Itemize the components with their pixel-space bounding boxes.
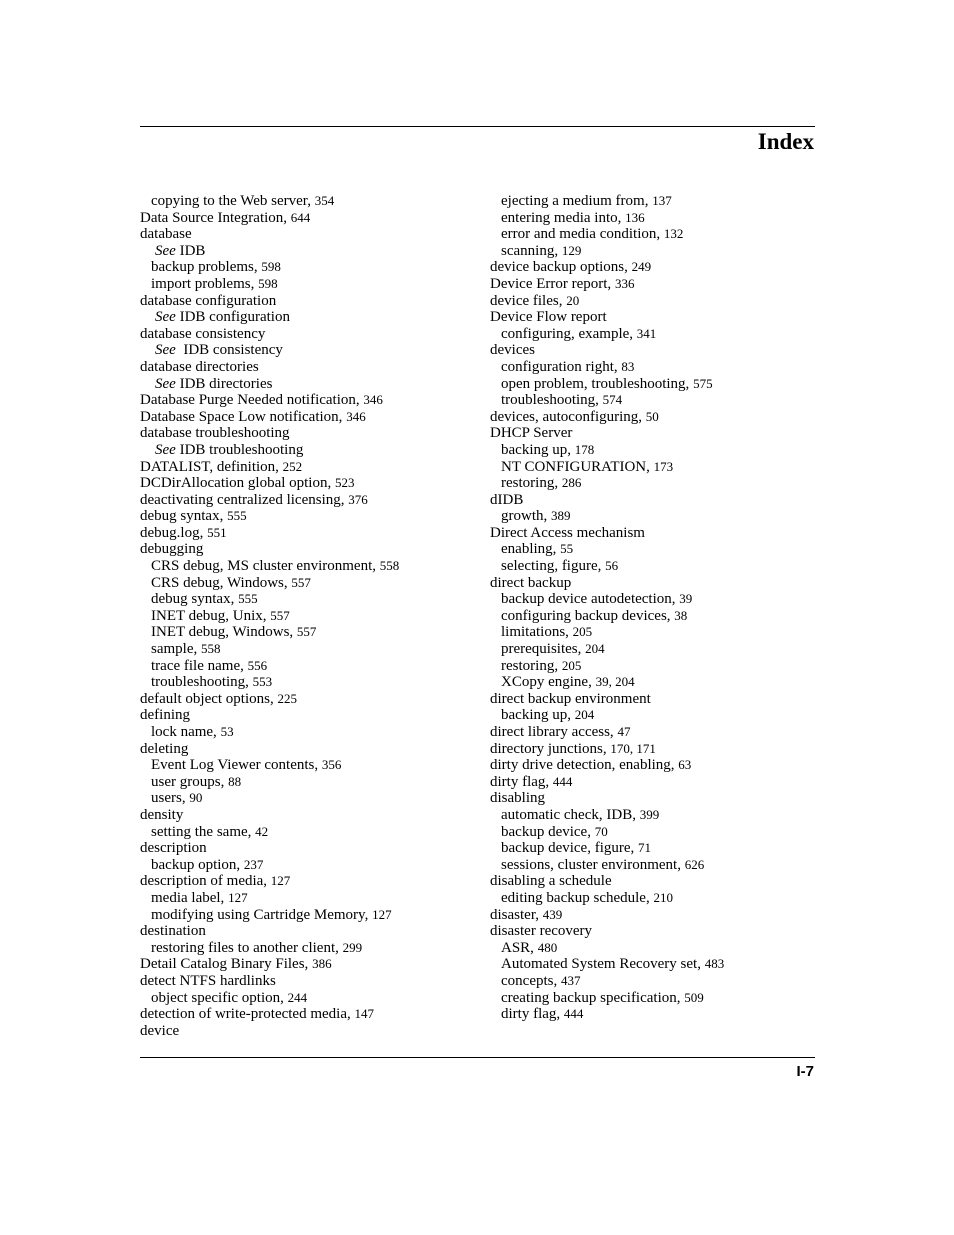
index-subentry	[490, 475, 830, 492]
page-reference: 129	[561, 242, 582, 258]
index-entry	[140, 707, 480, 724]
index-subentry	[490, 956, 830, 973]
index-entry	[140, 1023, 480, 1040]
entry-text: INET debug, Unix,	[151, 607, 271, 624]
index-entry	[140, 492, 480, 509]
entry-text: disaster recovery	[490, 923, 593, 940]
page-reference: 555	[227, 508, 247, 524]
entry-text: user groups,	[151, 773, 229, 790]
entry-text: restoring,	[501, 657, 562, 674]
page-reference: 386	[312, 956, 332, 972]
page-reference: 63	[678, 757, 692, 773]
entry-text: Database Space Low notification,	[140, 408, 347, 425]
entry-text: device	[140, 1022, 180, 1039]
index-subentry	[140, 558, 480, 575]
page-reference: 136	[625, 209, 645, 225]
index-entry	[140, 1006, 480, 1023]
entry-text: dirty drive detection, enabling,	[490, 757, 679, 774]
page-reference: 557	[270, 607, 290, 623]
entry-text: backup device autodetection,	[501, 591, 680, 608]
entry-text: IDB consistency	[175, 342, 283, 359]
entry-text: creating backup specification,	[501, 989, 685, 1006]
index-see-reference	[140, 376, 480, 393]
entry-text: debug syntax,	[140, 508, 228, 525]
page-reference: 39	[679, 591, 693, 607]
entry-text: modifying using Cartridge Memory,	[151, 906, 373, 923]
index-subentry	[140, 724, 480, 741]
index-entry	[490, 691, 830, 708]
index-entry	[490, 409, 830, 426]
page-reference: 575	[693, 375, 713, 391]
page-reference: 556	[247, 657, 268, 673]
entry-text: configuration right,	[501, 358, 622, 375]
entry-text: dirty flag,	[501, 1006, 564, 1023]
entry-text: disabling a schedule	[490, 873, 612, 890]
entry-text: direct backup environment	[490, 690, 651, 707]
entry-text: limitations,	[501, 624, 573, 641]
page-reference: 574	[602, 392, 623, 408]
index-subentry	[490, 608, 830, 625]
page-reference: 88	[228, 773, 242, 789]
entry-text: lock name,	[151, 724, 221, 740]
page-reference: 38	[674, 607, 688, 623]
see-label: See	[155, 242, 176, 259]
entry-text: destination	[140, 923, 206, 940]
page-reference: 557	[296, 624, 317, 640]
see-label: See	[155, 375, 176, 392]
index-entry	[490, 309, 830, 326]
page-reference: 509	[684, 989, 704, 1005]
index-subentry	[490, 376, 830, 393]
index-entry	[140, 541, 480, 558]
index-entry	[140, 459, 480, 476]
page-reference: 376	[348, 491, 368, 507]
page-reference: 558	[379, 558, 400, 574]
page-reference: 626	[684, 856, 705, 872]
index-entry	[140, 973, 480, 990]
index-subentry	[490, 392, 830, 409]
index-entry	[140, 226, 480, 243]
page-reference: 50	[645, 408, 659, 424]
entry-text: direct backup	[490, 574, 572, 591]
header-rule	[140, 126, 815, 127]
index-entry	[490, 259, 830, 276]
index-subentry	[140, 990, 480, 1007]
entry-text: devices, autoconfiguring,	[490, 408, 646, 425]
index-entry	[140, 425, 480, 442]
page-reference: 483	[704, 956, 725, 972]
index-entry	[140, 691, 480, 708]
index-subentry	[490, 707, 830, 724]
entry-text: prerequisites,	[501, 641, 586, 658]
page-reference: 551	[207, 524, 227, 540]
page-reference: 42	[255, 823, 269, 839]
index-entry	[140, 807, 480, 824]
entry-text: default object options,	[140, 690, 278, 707]
entry-text: object specific option,	[151, 989, 288, 1006]
index-entry	[490, 774, 830, 791]
index-subentry	[490, 624, 830, 641]
index-subentry	[490, 558, 830, 575]
entry-text: Detail Catalog Binary Files,	[140, 956, 313, 973]
see-label: See	[155, 309, 176, 326]
entry-text: Database Purge Needed notification,	[140, 392, 364, 409]
page-reference: 644	[290, 209, 311, 225]
see-label: See	[155, 441, 176, 458]
index-subentry	[490, 243, 830, 260]
index-subentry	[490, 840, 830, 857]
entry-text: automatic check, IDB,	[501, 806, 640, 823]
index-entry	[140, 840, 480, 857]
entry-text: deactivating centralized licensing,	[140, 491, 349, 508]
index-entry	[490, 907, 830, 924]
page-reference: 71	[638, 840, 652, 856]
index-subentry	[140, 641, 480, 658]
entry-text: error and media condition,	[501, 226, 664, 243]
entry-text: database configuration	[140, 292, 277, 309]
index-entry	[490, 525, 830, 542]
entry-text: IDB	[175, 242, 206, 259]
index-entry	[140, 956, 480, 973]
page-reference: 286	[561, 475, 582, 491]
page-reference: 598	[258, 275, 278, 291]
entry-text: disabling	[490, 790, 545, 807]
entry-text: backup option,	[151, 856, 244, 873]
entry-text: troubleshooting,	[501, 392, 603, 409]
index-subentry	[490, 326, 830, 343]
entry-text: trace file name,	[151, 657, 248, 674]
page-reference: 558	[201, 641, 221, 657]
page-reference: 439	[542, 906, 563, 922]
page-reference: 127	[270, 873, 291, 889]
page-reference: 132	[663, 226, 684, 242]
index-see-reference	[140, 442, 480, 459]
index-subentry	[490, 890, 830, 907]
index-subentry	[490, 940, 830, 957]
entry-text: IDB directories	[175, 375, 273, 392]
index-entry	[490, 293, 830, 310]
index-entry	[490, 790, 830, 807]
index-subentry	[490, 226, 830, 243]
entry-text: backing up,	[501, 707, 575, 724]
entry-text: DHCP Server	[490, 425, 573, 442]
index-entry	[490, 575, 830, 592]
page-title: Index	[757, 129, 814, 154]
page-reference: 137	[652, 193, 672, 208]
page-reference: 83	[621, 358, 635, 374]
index-entry	[140, 293, 480, 310]
entry-text: dIDB	[490, 491, 524, 508]
page-reference: 47	[617, 724, 631, 739]
index-entry	[140, 525, 480, 542]
index-subentry	[490, 508, 830, 525]
index-subentry	[140, 774, 480, 791]
entry-text: device backup options,	[490, 259, 632, 276]
index-subentry	[140, 674, 480, 691]
entry-text: setting the same,	[151, 823, 256, 840]
index-entry	[140, 741, 480, 758]
page-reference: 346	[346, 408, 366, 424]
page-reference: 244	[287, 989, 308, 1005]
entry-text: disaster,	[490, 906, 543, 923]
entry-text: DATALIST, definition,	[140, 458, 283, 475]
entry-text: import problems,	[151, 275, 259, 292]
index-entry	[140, 923, 480, 940]
index-see-reference	[140, 243, 480, 260]
page-reference: 237	[243, 856, 264, 872]
index-subentry	[490, 459, 830, 476]
page-reference: 70	[594, 823, 608, 839]
page-number: I-7	[796, 1063, 814, 1080]
index-entry	[140, 508, 480, 525]
page-reference: 553	[252, 674, 273, 690]
entry-text: Data Source Integration,	[140, 209, 291, 226]
index-entry	[490, 342, 830, 359]
index-entry	[490, 757, 830, 774]
index-subentry	[490, 210, 830, 227]
entry-text: database	[140, 226, 192, 243]
index-subentry	[490, 591, 830, 608]
entry-text: database consistency	[140, 325, 266, 342]
page-reference: 147	[354, 1006, 374, 1022]
page-reference: 53	[220, 724, 234, 739]
page-reference: 557	[291, 574, 311, 590]
index-subentry	[490, 674, 830, 691]
entry-text: enabling,	[501, 541, 561, 558]
entry-text: detect NTFS hardlinks	[140, 972, 276, 989]
index-subentry	[140, 940, 480, 957]
index-entry	[490, 923, 830, 940]
index-entry	[490, 492, 830, 509]
page-reference: 56	[605, 558, 619, 574]
index-entry	[140, 392, 480, 409]
entry-text: backup device, figure,	[501, 840, 639, 857]
entry-text: restoring,	[501, 475, 562, 492]
index-entry	[140, 359, 480, 376]
page-reference: 39, 204	[595, 674, 635, 690]
index-entry	[140, 210, 480, 227]
entry-text: CRS debug, Windows,	[151, 574, 292, 591]
entry-text: editing backup schedule,	[501, 889, 654, 906]
page-reference: 252	[282, 458, 303, 474]
page-reference: 555	[238, 591, 258, 607]
index-subentry	[140, 259, 480, 276]
entry-text: users,	[151, 790, 190, 807]
index-subentry	[490, 658, 830, 675]
page-reference: 444	[552, 773, 573, 789]
index-entry	[140, 326, 480, 343]
index-entry	[490, 873, 830, 890]
entry-text: ASR,	[501, 939, 538, 956]
page-reference: 389	[551, 508, 571, 524]
index-subentry	[140, 658, 480, 675]
entry-text: device files,	[490, 292, 567, 309]
index-subentry	[140, 857, 480, 874]
entry-text: directory junctions,	[490, 740, 611, 757]
page-reference: 598	[261, 259, 281, 275]
entry-text: configuring backup devices,	[501, 607, 675, 624]
index-subentry	[140, 757, 480, 774]
index-subentry	[140, 824, 480, 841]
entry-text: devices	[490, 342, 535, 359]
entry-text: sample,	[151, 641, 201, 658]
index-subentry	[490, 824, 830, 841]
footer-rule	[140, 1057, 815, 1058]
entry-text: IDB troubleshooting	[175, 441, 304, 458]
index-subentry	[140, 575, 480, 592]
page-reference: 204	[574, 707, 595, 723]
entry-text: detection of write-protected media,	[140, 1006, 355, 1023]
index-subentry	[490, 807, 830, 824]
index-subentry	[140, 890, 480, 907]
page-reference: 444	[563, 1006, 584, 1022]
index-subentry	[490, 857, 830, 874]
entry-text: media label,	[151, 889, 229, 906]
entry-text: debugging	[140, 541, 204, 558]
entry-text: backup device,	[501, 823, 595, 840]
page-reference: 336	[614, 275, 635, 291]
page-reference: 399	[639, 806, 660, 822]
page-reference: 170, 171	[610, 740, 656, 756]
index-entry	[140, 475, 480, 492]
entry-text: debug.log,	[140, 524, 208, 541]
index-entry	[490, 741, 830, 758]
index-column-left	[140, 193, 480, 1039]
see-label: See	[155, 342, 176, 359]
entry-text: restoring files to another client,	[151, 939, 343, 956]
entry-text: CRS debug, MS cluster environment,	[151, 558, 380, 575]
entry-text: database directories	[140, 358, 259, 375]
entry-text: growth,	[501, 508, 551, 525]
page-reference: 523	[334, 475, 355, 491]
index-subentry	[140, 591, 480, 608]
entry-text: DCDirAllocation global option,	[140, 475, 335, 492]
page-reference: 173	[653, 458, 674, 474]
index-subentry	[140, 608, 480, 625]
index-subentry	[490, 193, 830, 210]
entry-text: description	[140, 840, 207, 857]
index-entry	[490, 276, 830, 293]
page-reference: 55	[560, 541, 574, 557]
index-subentry	[140, 907, 480, 924]
entry-text: entering media into,	[501, 209, 626, 226]
page-reference: 437	[560, 972, 581, 988]
index-see-reference	[140, 342, 480, 359]
index-subentry	[490, 641, 830, 658]
page-reference: 205	[561, 657, 582, 673]
entry-text: sessions, cluster environment,	[501, 856, 685, 873]
index-subentry	[490, 359, 830, 376]
entry-text: configuring, example,	[501, 325, 637, 342]
page-reference: 354	[314, 193, 335, 208]
page-reference: 205	[572, 624, 593, 640]
entry-text: Device Flow report	[490, 309, 607, 326]
page-reference: 127	[228, 889, 248, 905]
page-reference: 225	[277, 690, 297, 706]
entry-text: deleting	[140, 740, 189, 757]
page-reference: 210	[653, 889, 673, 905]
index-column-right	[490, 193, 830, 1023]
index-subentry	[490, 1006, 830, 1023]
page-reference: 249	[631, 259, 652, 275]
index-subentry	[490, 990, 830, 1007]
page-reference: 346	[363, 392, 383, 408]
entry-text: backing up,	[501, 441, 575, 458]
entry-text: database troubleshooting	[140, 425, 290, 442]
entry-text: backup problems,	[151, 259, 262, 276]
entry-text: debug syntax,	[151, 591, 239, 608]
index-subentry	[140, 624, 480, 641]
entry-text: direct library access,	[490, 724, 618, 740]
entry-text: dirty flag,	[490, 773, 553, 790]
page-reference: 480	[537, 939, 558, 955]
index-subentry	[140, 276, 480, 293]
index-see-reference	[140, 309, 480, 326]
page-reference: 299	[342, 939, 363, 955]
index-subentry	[490, 541, 830, 558]
entry-text: open problem, troubleshooting,	[501, 375, 694, 392]
index-entry	[140, 873, 480, 890]
page-reference: 127	[372, 906, 392, 922]
entry-text: defining	[140, 707, 190, 724]
entry-text: copying to the Web server,	[151, 193, 315, 209]
entry-text: Device Error report,	[490, 275, 615, 292]
page-reference: 356	[321, 757, 342, 773]
entry-text: description of media,	[140, 873, 271, 890]
index-entry	[140, 409, 480, 426]
index-subentry	[490, 442, 830, 459]
entry-text: IDB configuration	[175, 309, 290, 326]
entry-text: density	[140, 806, 184, 823]
page-reference: 20	[566, 292, 580, 308]
entry-text: ejecting a medium from,	[501, 193, 653, 209]
entry-text: concepts,	[501, 972, 561, 989]
page-reference: 90	[189, 790, 203, 806]
entry-text: Automated System Recovery set,	[501, 956, 705, 973]
index-entry	[490, 724, 830, 741]
page-reference: 178	[574, 441, 595, 457]
entry-text: INET debug, Windows,	[151, 624, 297, 641]
index-subentry	[490, 973, 830, 990]
entry-text: Direct Access mechanism	[490, 524, 645, 541]
entry-text: scanning,	[501, 242, 562, 259]
index-entry	[490, 425, 830, 442]
entry-text: Event Log Viewer contents,	[151, 757, 322, 774]
entry-text: NT CONFIGURATION,	[501, 458, 654, 475]
entry-text: troubleshooting,	[151, 674, 253, 691]
index-subentry	[140, 193, 480, 210]
page-reference: 341	[636, 325, 657, 341]
page-reference: 204	[585, 641, 605, 657]
entry-text: XCopy engine,	[501, 674, 596, 691]
entry-text: selecting, figure,	[501, 558, 606, 575]
index-subentry	[140, 790, 480, 807]
